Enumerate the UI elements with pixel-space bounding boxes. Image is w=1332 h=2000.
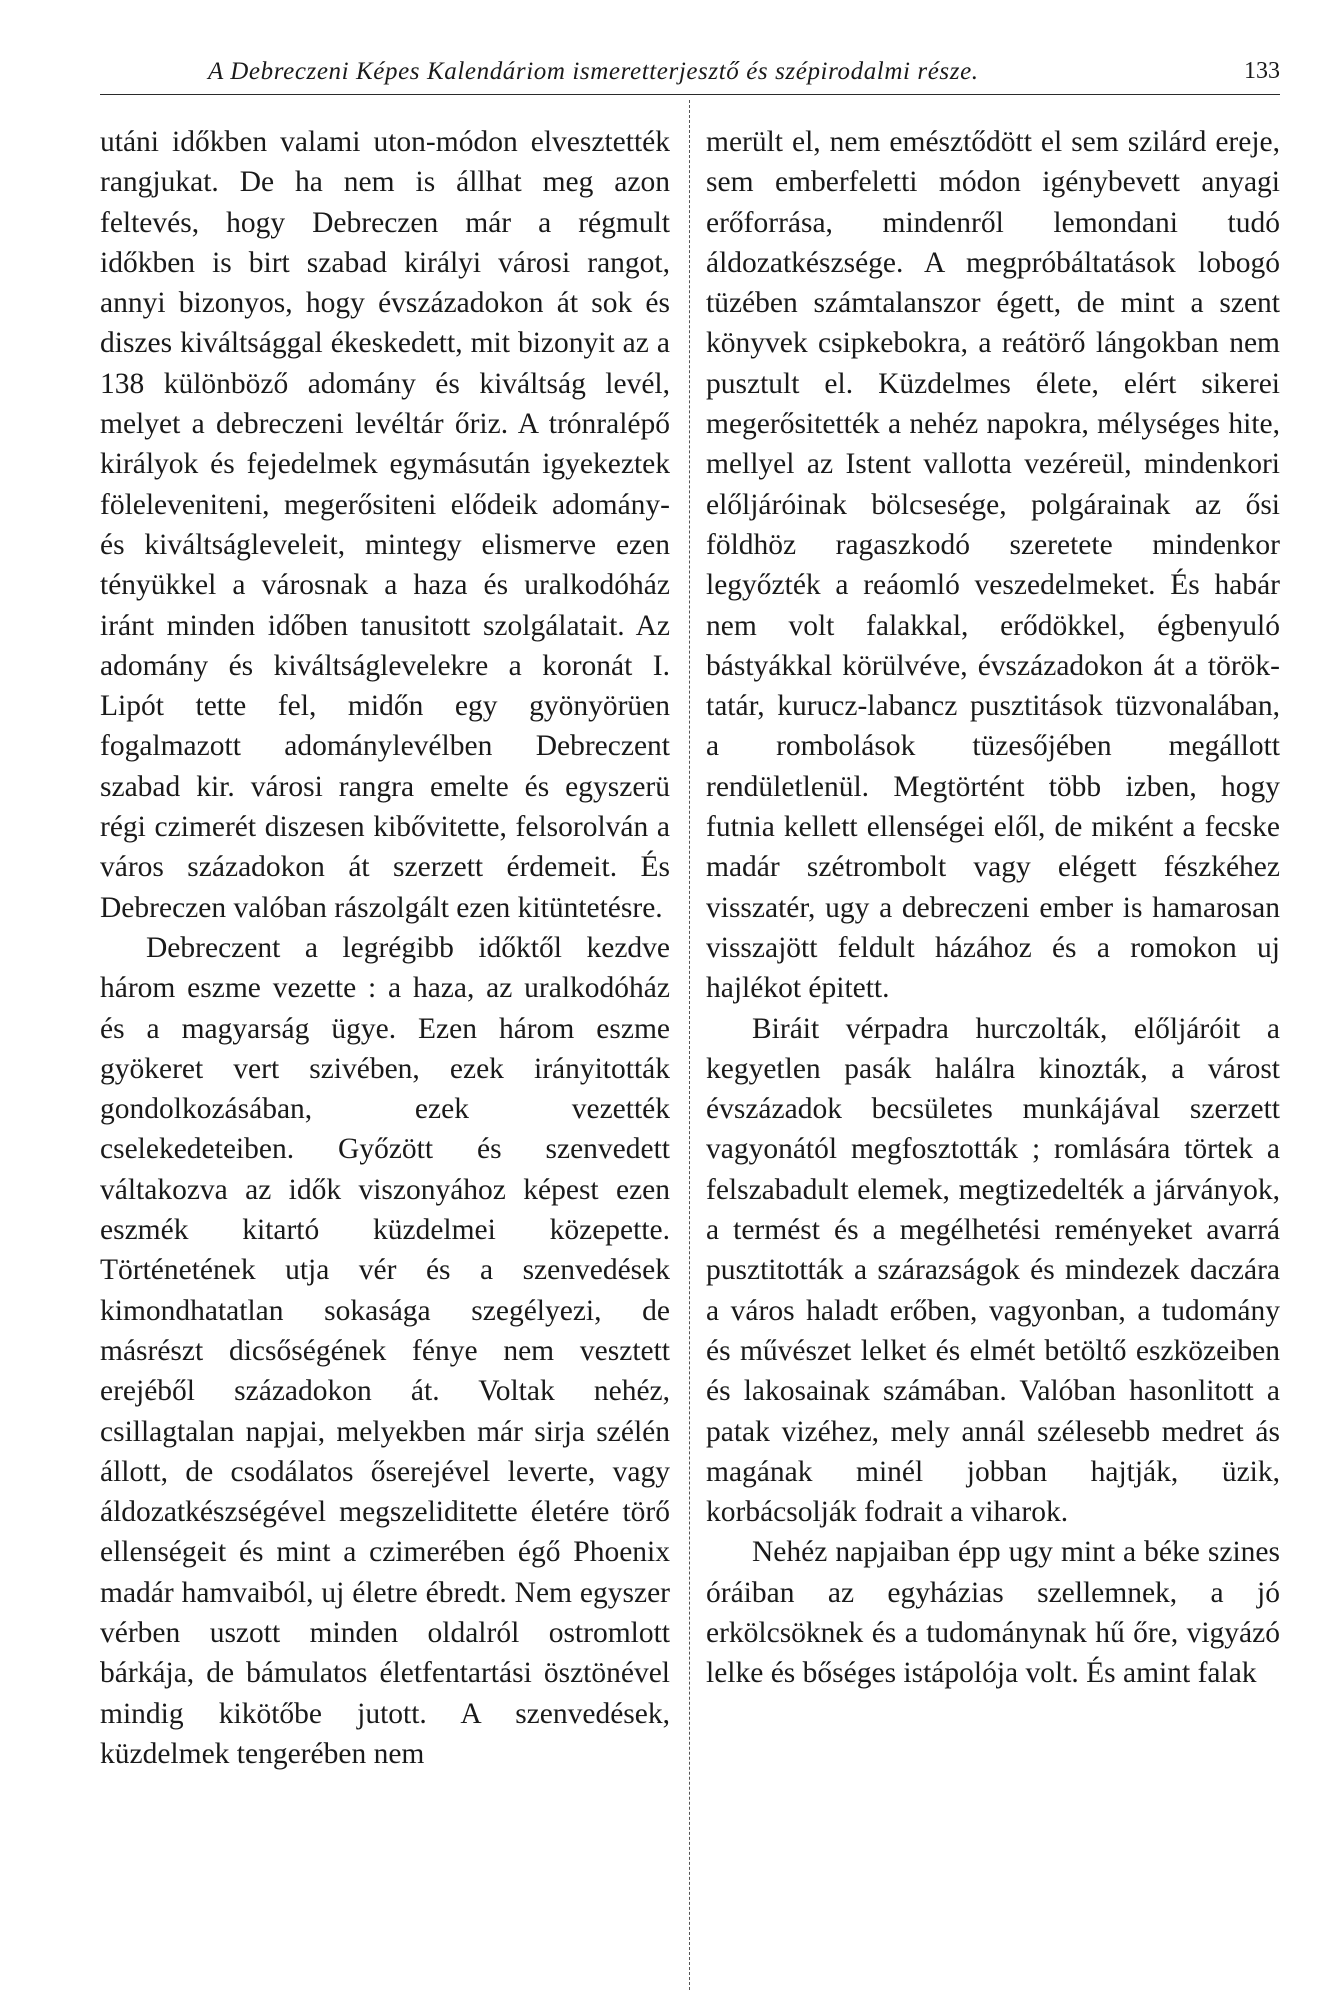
column-divider [689, 100, 690, 1990]
paragraph: Debreczent a legrégibb időktől kezdve három eszme vezette : a haza, az uralkodóház és a magyarság ügye. Ezen három eszme gyökeret vert szivében, ezek irányitották gondolkozásában, ezek vezették cselekedeteiben. Győzött és szenvedett váltakozva az idők viszonyához képest ezen eszmék kitartó küzdelmei közepette. Történetének utja vér és a szenvedések kimondhatatlan sokasága szegélyezi, de másrészt dicsőségének fénye nem vesztett erejéből századokon át. Voltak nehéz, csillagtalan napjai, melyekben már sirja szélén állott, de csodálatos őserejével leverte, vagy áldozatkészségével megszeliditette életére törő ellenségeit és mint a czimerében égő Phoenix madár hamvaiból, uj életre ébredt. Nem egyszer vérben uszott minden oldalról ostromlott bárkája, de bámulatos életfentartási ösztönével mindig kikötőbe jutott. A szenvedések, küzdelmek tengerében nem [100, 931, 670, 1770]
running-title: A Debreczeni Képes Kalendáriom ismeretterjesztő és szépirodalmi része. [208, 58, 979, 85]
right-column [706, 122, 1280, 1694]
running-header [100, 52, 1280, 95]
left-column [100, 122, 670, 1774]
paragraph: Biráit vérpadra hurczolták, előljáróit a kegyetlen pasák halálra kinozták, a várost évszázadok becsületes munkájával szerzett vagyonától megfosztották ; romlására törtek a felszabadult elemek, megtizedelték a járványok, a termést és a megélhetési reményeket avarrá pusztitották a szárazságok és mindezek daczára a város haladt erőben, vagyonban, a tudomány és művészet lelket és elmét betöltő eszközeiben és lakosainak számában. Valóban hasonlitott a patak vizéhez, mely annál szélesebb medret ás magának minél jobban hajtják, üzik, korbácsolják fodrait a viharok. [706, 1012, 1280, 1529]
paragraph: Nehéz napjaiban épp ugy mint a béke szines óráiban az egyházias szellemnek, a jó erkölcsöknek és a tudománynak hű őre, vigyázó lelke és bőséges istápolója volt. És amint falak [706, 1536, 1280, 1690]
paragraph: utáni időkben valami uton-módon elvesztették rangjukat. De ha nem is állhat meg azon feltevés, hogy Debreczen már a régmult időkben is birt szabad királyi városi rangot, annyi bizonyos, hogy évszázadokon át sok és diszes kiváltsággal ékeskedett, mit bizonyit az a 138 különböző adomány és kiváltság levél, melyet a debreczeni levéltár őriz. A trónralépő királyok és fejedelmek egymásután igyekeztek föleleveniteni, megerősiteni elődeik adomány- és kiváltságleveleit, mintegy elismerve ezen tényükkel a városnak a haza és uralkodóház iránt minden időben tanusitott szolgálatait. Az adomány és kiváltságlevelekre a koronát I. Lipót tette fel, midőn egy gyönyörüen fogalmazott adománylevélben Debreczent szabad kir. városi rangra emelte és egyszerü régi czimerét diszesen kibővitette, felsorolván a város századokon át szerzett érdemeit. És Debreczen valóban rászolgált ezen kitüntetésre. [100, 126, 670, 924]
page-number: 133 [1244, 58, 1280, 84]
paragraph: merült el, nem emésztődött el sem szilárd ereje, sem emberfeletti módon igénybevett anyagi erőforrása, mindenről lemondani tudó áldozatkészsége. A megpróbáltatások lobogó tüzében számtalanszor égett, de mint a szent könyvek csipkebokra, a reátörő lángokban nem pusztult el. Küzdelmes élete, elért sikerei megerősitették a nehéz napokra, mélységes hite, mellyel az Istent vallotta vezéreül, mindenkori előljáróinak bölcsesége, polgárainak az ősi földhöz ragaszkodó szeretete mindenkor legyőzték a reáomló veszedelmeket. És habár nem volt falakkal, erődökkel, égbenyuló bástyákkal körülvéve, évszázadokon át a török-tatár, kurucz-labancz pusztitások tüzvonalában, a rombolások tüzesőjében megállott rendületlenül. Megtörtént több izben, hogy futnia kellett ellenségei elől, de miként a fecske madár szétrombolt vagy elégett fészkéhez visszatér, ugy a debreczeni ember is hamarosan visszajött feldult házához és a romokon uj hajlékot épitett. [706, 126, 1280, 1005]
